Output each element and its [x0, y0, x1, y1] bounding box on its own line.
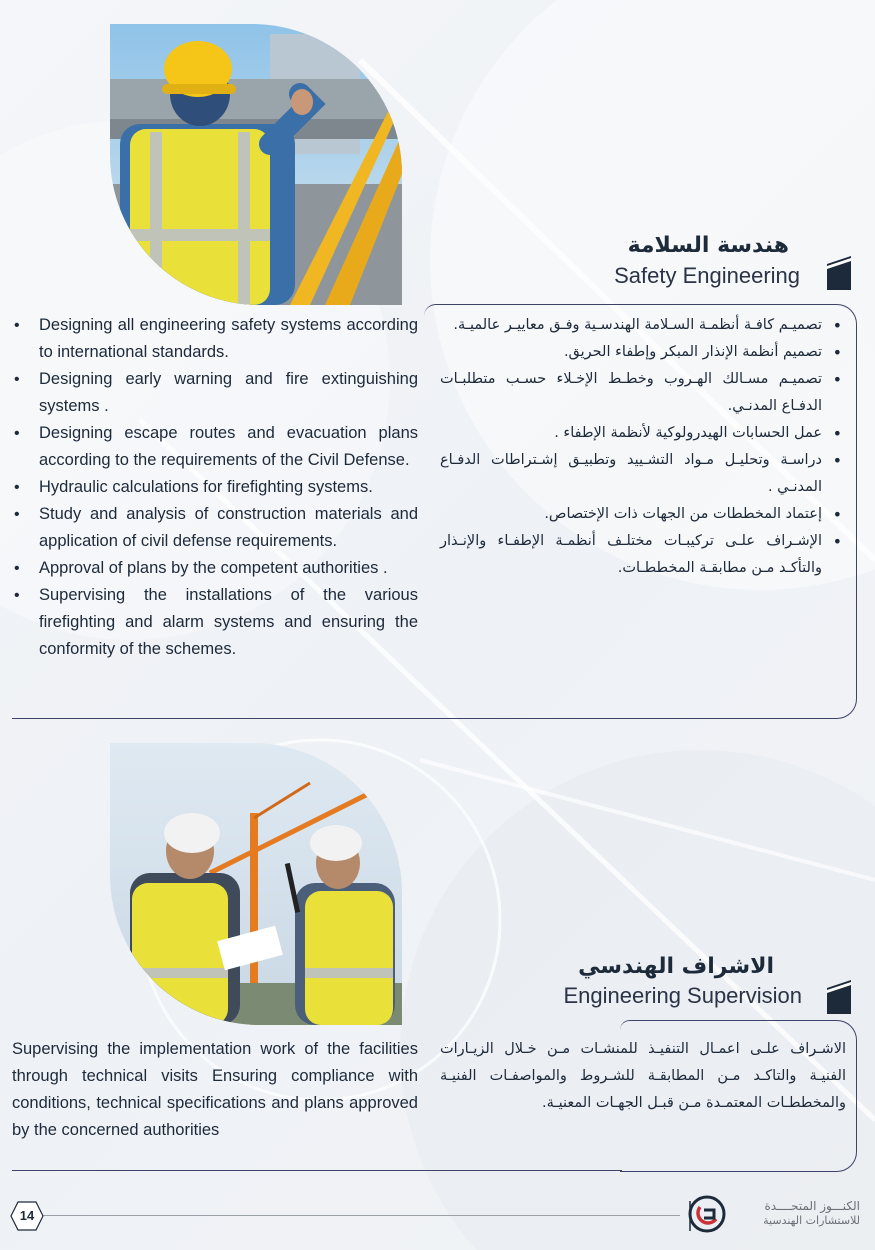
- list-item: • Designing all engineering safety systems according to international standards.: [12, 312, 418, 366]
- list-item: • Designing escape routes and evacuation plans according to the requirements of the Civil Defense.: [12, 420, 418, 474]
- page-number: 14: [19, 1208, 35, 1223]
- company-logo-icon: [688, 1195, 730, 1233]
- safety-title-en: Safety Engineering: [614, 263, 800, 288]
- list-item: • Study and analysis of construction materials and application of civil defense requirements.: [12, 501, 418, 555]
- safety-list-en: [12, 312, 418, 663]
- list-item: • Designing early warning and fire extinguishing systems .: [12, 366, 418, 420]
- list-item: • عمل الحسابات الهيدرولوكية لأنظمة الإطفاء .: [440, 420, 844, 447]
- list-item: • Supervising the installations of the various firefighting and alarm systems and ensuring the conformity of the schemes.: [12, 582, 418, 663]
- section-flag-icon: [827, 980, 851, 1014]
- list-item: • إعتماد المخططات من الجهات ذات الإختصاص.: [440, 501, 844, 528]
- supervision-text-ar: الاشـراف علـى اعمـال التنفيـذ للمنشـات مـن خـلال الزيـارات الفنيـة والتاكـد مـن المطابقـة للشـروط والمواصفـات الفنيـة والمخططـات المعتمـدة مـن قبـل الجهـات المعنيـة.: [440, 1041, 846, 1111]
- list-item: • Hydraulic calculations for firefighting systems.: [12, 474, 418, 501]
- safety-list-ar: [440, 312, 844, 582]
- supervision-divider-line: [12, 1170, 622, 1171]
- company-name-line2: للاستشارات الهندسية: [763, 1214, 860, 1227]
- list-item: • Approval of plans by the competent authorities .: [12, 555, 418, 582]
- footer-line: [40, 1215, 680, 1216]
- section-flag-icon: [827, 256, 851, 290]
- list-item: • تصميـم كافـة أنظمـة السـلامة الهندسـية وفـق معاييـر عالميـة.: [440, 312, 844, 339]
- supervision-title-en: Engineering Supervision: [563, 983, 802, 1008]
- list-item: • تصميم أنظمة الإنذار المبكر وإطفاء الحريق.: [440, 339, 844, 366]
- list-item: • دراسـة وتحليـل مـواد التشـييد وتطبيـق إشـتراطات الدفـاع المدنـي .: [440, 447, 844, 501]
- supervision-text-en: Supervising the implementation work of the facilities through technical visits Ensuring compliance with conditions, technical specifications and plans approved by the concerned authorities: [12, 1040, 418, 1139]
- list-item: • تصميـم مسـالك الهـروب وخطـط الإخـلاء حسـب متطلبـات الدفـاع المدنـي.: [440, 366, 844, 420]
- supervision-title-ar: الاشراف الهندسي: [578, 954, 774, 979]
- safety-divider-line: [12, 718, 442, 719]
- company-name-line1: الكنـــوز المتحــــدة: [764, 1199, 860, 1213]
- list-item: • الإشـراف علـى تركيبـات مختلـف أنظمـة الإطفـاء والإنـذار والتأكـد مـن مطابقـة المخططـات.: [440, 528, 844, 582]
- safety-title-ar: هندسة السلامة: [627, 233, 789, 258]
